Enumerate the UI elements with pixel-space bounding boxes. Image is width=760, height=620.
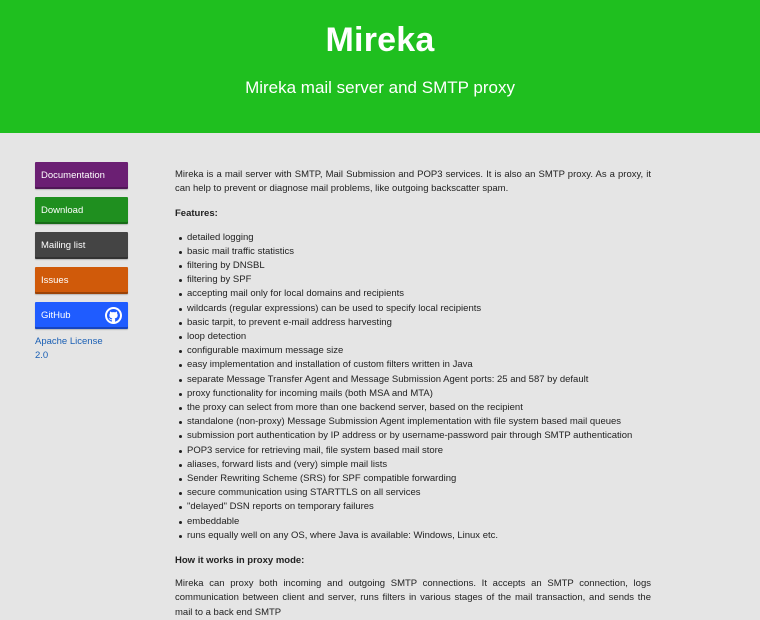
feature-item: configurable maximum message size: [187, 344, 651, 358]
main-content: [175, 168, 651, 620]
feature-item: filtering by DNSBL: [187, 259, 651, 273]
features-list: [175, 231, 651, 543]
feature-item: proxy functionality for incoming mails (both MSA and MTA): [187, 387, 651, 401]
intro-paragraph: Mireka is a mail server with SMTP, Mail Submission and POP3 services. It is also an SMTP proxy. As a proxy, it can help to prevent or diagnose mail problems, like outgoing backscatter spam.: [175, 169, 651, 195]
license-line: 2.0: [35, 350, 49, 361]
feature-item: accepting mail only for local domains and recipients: [187, 287, 651, 301]
nav-issues-button[interactable]: [35, 267, 128, 294]
feature-item: basic mail traffic statistics: [187, 245, 651, 259]
feature-item: standalone (non-proxy) Message Submission Agent implementation with file system based mail queues: [187, 415, 651, 429]
feature-item: runs equally well on any OS, where Java is available: Windows, Linux etc.: [187, 529, 651, 543]
feature-item: easy implementation and installation of custom filters written in Java: [187, 358, 651, 372]
nav-documentation-button[interactable]: [35, 162, 128, 189]
nav-mailing-list-button[interactable]: [35, 232, 128, 259]
site-header: [0, 0, 760, 133]
proxy-heading: How it works in proxy mode:: [175, 555, 305, 567]
site-tagline: Mireka mail server and SMTP proxy: [245, 78, 515, 97]
feature-item: the proxy can select from more than one backend server, based on the recipient: [187, 401, 651, 415]
feature-item: secure communication using STARTTLS on all services: [187, 486, 651, 500]
sidebar-nav: [35, 162, 128, 363]
feature-item: embeddable: [187, 515, 651, 529]
feature-item: filtering by SPF: [187, 273, 651, 287]
feature-item: basic tarpit, to prevent e-mail address harvesting: [187, 316, 651, 330]
site-title: Mireka: [325, 21, 435, 59]
proxy-paragraph: Mireka can proxy both incoming and outgoing SMTP connections. It accepts an SMTP connection, logs communication between client and server, runs filters in various stages of the mail transaction, and sends the mail to a back end SMTP: [175, 578, 651, 618]
feature-item: POP3 service for retrieving mail, file system based mail store: [187, 444, 651, 458]
license-link[interactable]: [35, 335, 128, 363]
feature-item: "delayed" DSN reports on temporary failures: [187, 500, 651, 514]
features-heading: Features:: [175, 208, 218, 220]
license-line: Apache License: [35, 336, 103, 347]
nav-label: Download: [41, 205, 84, 216]
feature-item: separate Message Transfer Agent and Message Submission Agent ports: 25 and 587 by default: [187, 373, 651, 387]
nav-github-button[interactable]: [35, 302, 128, 329]
feature-item: wildcards (regular expressions) can be used to specify local recipients: [187, 302, 651, 316]
feature-item: detailed logging: [187, 231, 651, 245]
nav-download-button[interactable]: [35, 197, 128, 224]
feature-item: aliases, forward lists and (very) simple mail lists: [187, 458, 651, 472]
nav-label: GitHub: [41, 310, 71, 321]
nav-label: Issues: [41, 275, 69, 286]
nav-label: Documentation: [41, 170, 105, 181]
github-icon: [105, 307, 122, 324]
nav-label: Mailing list: [41, 240, 86, 251]
feature-item: submission port authentication by IP address or by username-password pair through SMTP authentication: [187, 429, 651, 443]
feature-item: loop detection: [187, 330, 651, 344]
feature-item: Sender Rewriting Scheme (SRS) for SPF compatible forwarding: [187, 472, 651, 486]
